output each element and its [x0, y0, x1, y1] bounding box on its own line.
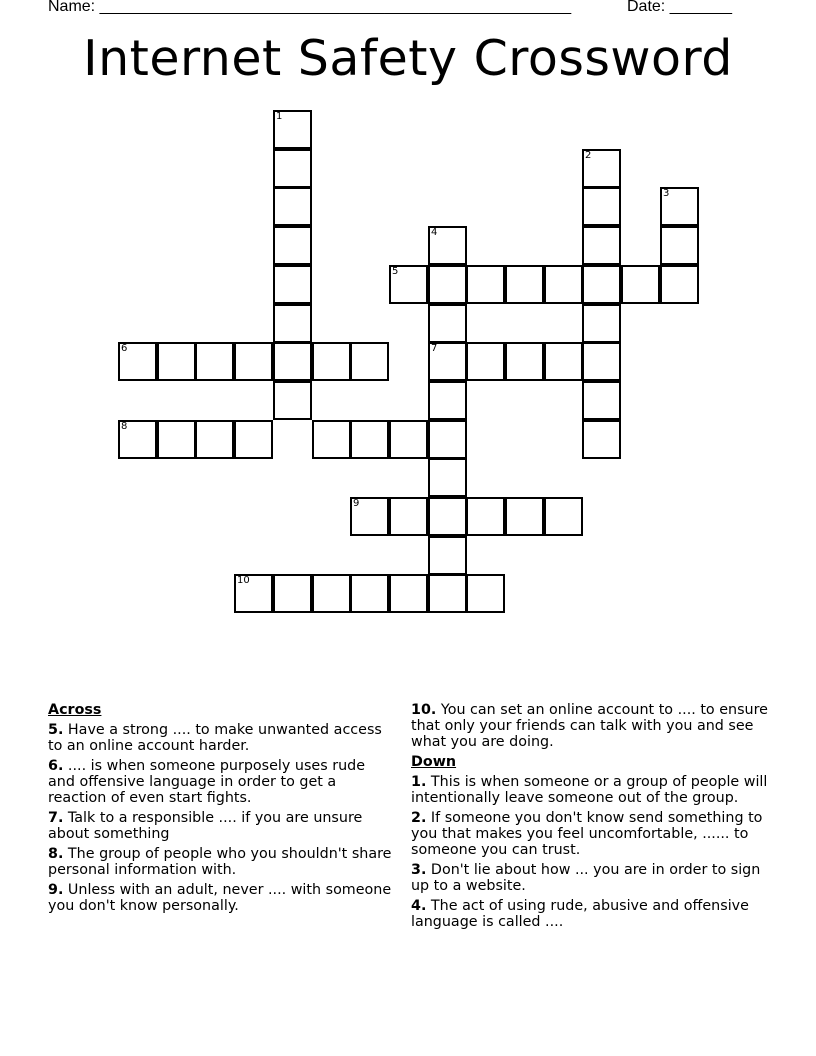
- grid-cell[interactable]: [428, 458, 467, 497]
- clue-item: [411, 774, 776, 806]
- grid-cell[interactable]: [466, 574, 505, 613]
- clue-item: [48, 882, 393, 914]
- grid-cell[interactable]: [312, 574, 351, 613]
- clue-number: 9.: [48, 882, 64, 898]
- grid-cell[interactable]: [273, 381, 312, 420]
- down-heading: Down: [411, 754, 457, 770]
- grid-cell[interactable]: [157, 420, 196, 459]
- clues-left-column: [48, 702, 393, 918]
- grid-cell[interactable]: [195, 342, 234, 381]
- clue-item: [48, 810, 393, 842]
- grid-cell[interactable]: [505, 497, 544, 536]
- grid-cell[interactable]: [350, 342, 389, 381]
- across-heading: Across: [48, 702, 102, 718]
- grid-cell[interactable]: [428, 381, 467, 420]
- clue-text: Unless with an adult, never .... with someone you don't know personally.: [48, 882, 392, 914]
- clue-number-label: 4: [431, 227, 438, 238]
- clue-item: [48, 846, 393, 878]
- grid-cell[interactable]: [312, 420, 351, 459]
- clue-number: 7.: [48, 810, 64, 826]
- grid-cell[interactable]: [273, 226, 312, 265]
- grid-cell[interactable]: [273, 342, 312, 381]
- clues-right-column: [411, 702, 776, 934]
- clue-text: The group of people who you shouldn't share personal information with.: [48, 846, 392, 878]
- clue-text: .... is when someone purposely uses rude and offensive language in order to get a reaction of even start fights.: [48, 758, 366, 806]
- down-clue-list: [411, 774, 776, 930]
- clue-text: The act of using rude, abusive and offensive language is called ....: [411, 898, 749, 930]
- grid-cell[interactable]: [428, 497, 467, 536]
- clue-number: 2.: [411, 810, 427, 826]
- grid-cell[interactable]: [350, 574, 389, 613]
- grid-cell[interactable]: [312, 342, 351, 381]
- grid-cell[interactable]: [582, 381, 621, 420]
- clue-number: 10.: [411, 702, 437, 718]
- clue-number: 3.: [411, 862, 427, 878]
- clue-number-label: 6: [121, 343, 128, 354]
- grid-cell[interactable]: [582, 226, 621, 265]
- page-title: Internet Safety Crossword: [83, 30, 733, 87]
- grid-cell[interactable]: [273, 304, 312, 343]
- grid-cell[interactable]: [544, 342, 583, 381]
- grid-cell[interactable]: [582, 342, 621, 381]
- clue-text: Talk to a responsible .... if you are unsure about something: [48, 810, 363, 842]
- clue-item: [48, 758, 393, 806]
- clue-text: You can set an online account to .... to ensure that only your friends can talk with you and see what you are doing.: [411, 702, 768, 750]
- name-field-line: Name: _____________________________________________________: [48, 0, 572, 15]
- grid-cell[interactable]: [544, 265, 583, 304]
- grid-cell[interactable]: [660, 265, 699, 304]
- clue-number-label: 1: [276, 111, 283, 122]
- clue-text: Don't lie about how ... you are in order to sign up to a website.: [411, 862, 761, 894]
- across-clue-list: [48, 722, 393, 914]
- clue-number: 6.: [48, 758, 64, 774]
- grid-cell[interactable]: [582, 187, 621, 226]
- grid-cell[interactable]: [582, 265, 621, 304]
- grid-cell[interactable]: [466, 497, 505, 536]
- clue-number: 8.: [48, 846, 64, 862]
- clue-text: Have a strong .... to make unwanted access to an online account harder.: [48, 722, 382, 754]
- across-clue-list-continued: [411, 702, 776, 750]
- grid-cell[interactable]: [582, 304, 621, 343]
- clue-item: [411, 810, 776, 858]
- grid-cell[interactable]: [389, 574, 428, 613]
- clue-text: If someone you don't know send something to you that makes you feel uncomfortable, ...... to someone you can trust.: [411, 810, 763, 858]
- clue-number: 4.: [411, 898, 427, 914]
- grid-cell[interactable]: [505, 342, 544, 381]
- grid-cell[interactable]: [428, 420, 467, 459]
- grid-cell[interactable]: [428, 574, 467, 613]
- grid-cell[interactable]: [466, 342, 505, 381]
- clue-number-label: 2: [585, 150, 592, 161]
- clue-item: [48, 722, 393, 754]
- clue-number: 1.: [411, 774, 427, 790]
- clue-item: [411, 898, 776, 930]
- grid-cell[interactable]: [234, 420, 273, 459]
- grid-cell[interactable]: [273, 149, 312, 188]
- grid-cell[interactable]: [157, 342, 196, 381]
- grid-cell[interactable]: [544, 497, 583, 536]
- grid-cell[interactable]: [195, 420, 234, 459]
- grid-cell[interactable]: [389, 497, 428, 536]
- clue-number-label: 3: [663, 188, 670, 199]
- grid-cell[interactable]: [660, 226, 699, 265]
- clue-number-label: 5: [392, 266, 399, 277]
- clue-number-label: 9: [353, 498, 360, 509]
- grid-cell[interactable]: [273, 187, 312, 226]
- clue-number-label: 7: [431, 343, 438, 354]
- grid-cell[interactable]: [350, 420, 389, 459]
- clue-number-label: 8: [121, 421, 128, 432]
- grid-cell[interactable]: [273, 574, 312, 613]
- grid-cell[interactable]: [389, 420, 428, 459]
- grid-cell[interactable]: [273, 265, 312, 304]
- clue-item: [411, 862, 776, 894]
- clue-number-label: 10: [237, 575, 250, 586]
- grid-cell[interactable]: [428, 265, 467, 304]
- grid-cell[interactable]: [428, 536, 467, 575]
- grid-cell[interactable]: [466, 265, 505, 304]
- grid-cell[interactable]: [505, 265, 544, 304]
- clue-number: 5.: [48, 722, 64, 738]
- grid-cell[interactable]: [428, 304, 467, 343]
- clue-text: This is when someone or a group of people will intentionally leave someone out of the group.: [411, 774, 768, 806]
- grid-cell[interactable]: [621, 265, 660, 304]
- clue-item: [411, 702, 776, 750]
- date-field-line: Date: _______: [627, 0, 732, 15]
- grid-cell[interactable]: [582, 420, 621, 459]
- grid-cell[interactable]: [234, 342, 273, 381]
